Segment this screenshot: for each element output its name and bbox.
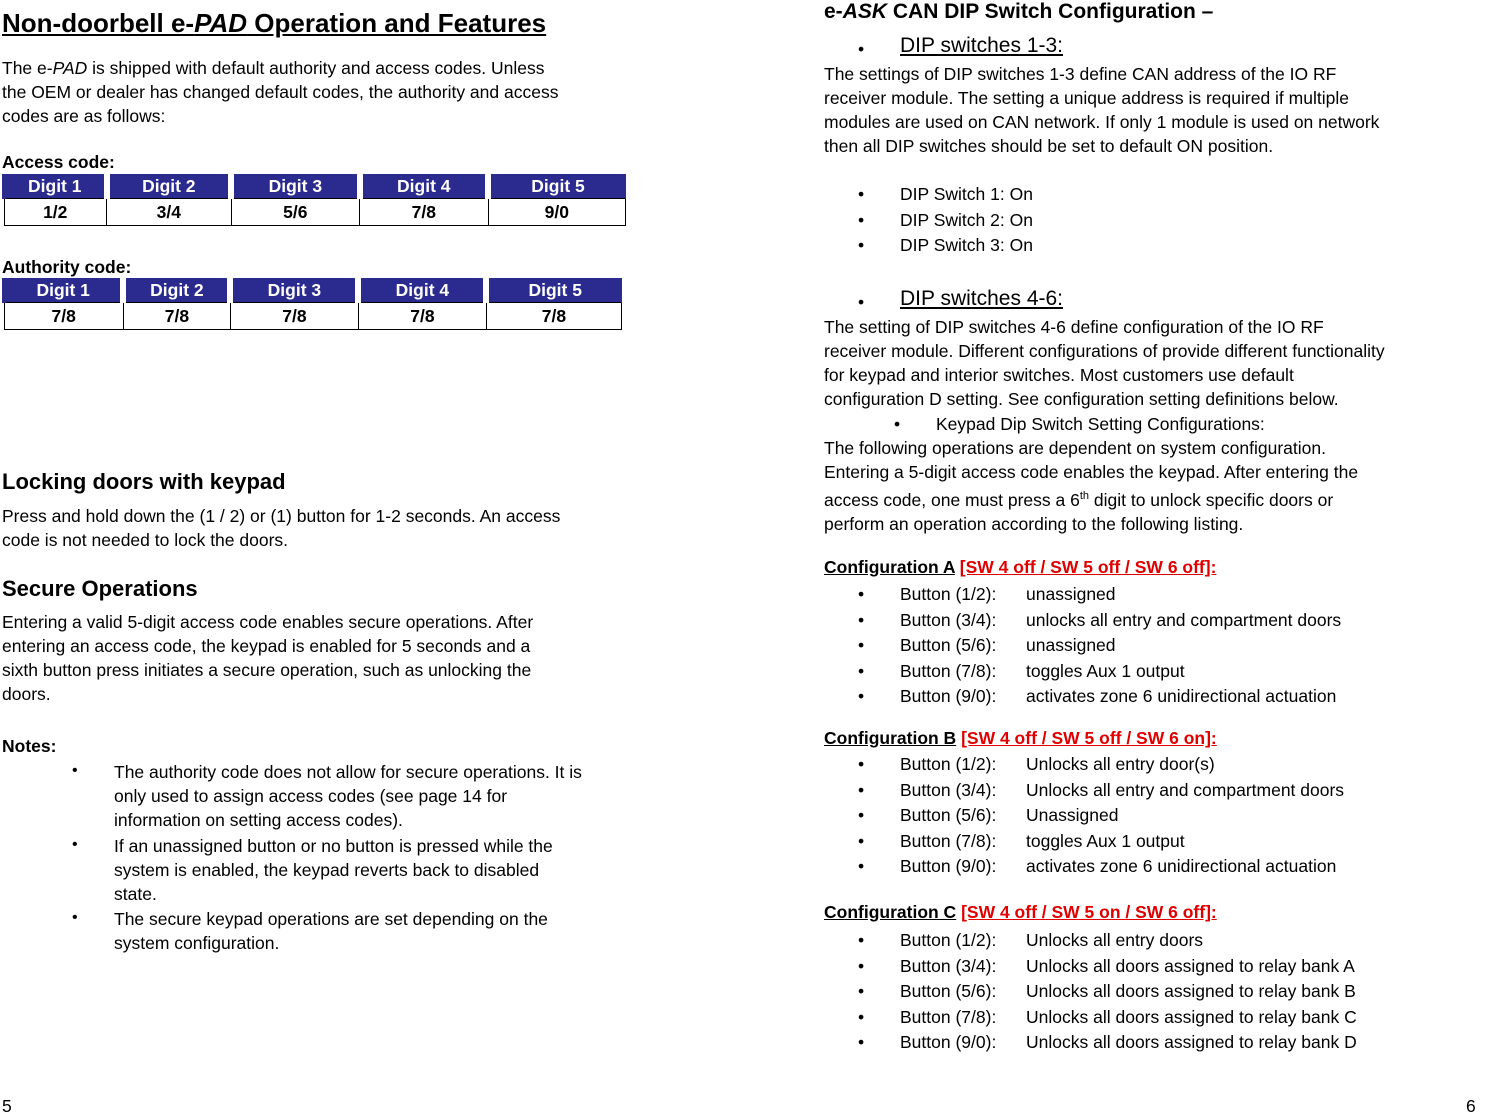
bullet-icon: • <box>858 830 865 851</box>
table-header: Digit 3 <box>231 174 359 199</box>
table-cell: 7/8 <box>486 303 621 330</box>
table-header: Digit 4 <box>358 278 486 303</box>
list-item: DIP Switch 2: On <box>900 210 1033 230</box>
bullet-icon: • <box>858 805 865 825</box>
table-cell: 7/8 <box>123 303 230 330</box>
intro-paragraph: The e-PAD is shipped with default authority and access codes. Unless the OEM or dealer has changed default codes, the authority and access codes are as follows: <box>2 58 559 126</box>
bullet-icon: • <box>858 1032 865 1052</box>
bullet-icon: • <box>858 210 865 230</box>
access-code-table <box>2 174 626 226</box>
page-number: 6 <box>1466 1096 1476 1116</box>
right-page-title: e-ASK CAN DIP Switch Configuration – <box>824 0 1214 23</box>
bullet-icon: • <box>72 836 78 853</box>
left-page-title: Non-doorbell e-PAD Operation and Features <box>2 8 547 38</box>
list-item: • Button (5/6): Unlocks all doors assigned to relay bank B <box>858 981 1356 1001</box>
bullet-icon: • <box>858 981 865 1001</box>
bullet-icon: • <box>858 754 865 774</box>
authority-code-label: Authority code: <box>2 257 132 277</box>
list-item: The secure keypad operations are set depending on the system configuration. <box>114 909 548 953</box>
list-item: • Button (7/8): Unlocks all doors assigned to relay bank C <box>858 1006 1357 1027</box>
authority-code-table <box>2 278 622 330</box>
table-header-row <box>4 174 626 199</box>
list-item: • Button (5/6): Unassigned <box>858 805 1119 825</box>
list-item: • Button (9/0): activates zone 6 unidirectional actuation <box>858 856 1337 876</box>
table-header: Digit 5 <box>488 174 625 199</box>
table-header: Digit 3 <box>230 278 358 303</box>
locking-heading: Locking doors with keypad <box>2 469 286 494</box>
table-cell: 1/2 <box>4 199 107 226</box>
bullet-icon: • <box>858 235 865 255</box>
list-item: Keypad Dip Switch Setting Configurations: <box>936 414 1265 434</box>
access-code-label: Access code: <box>2 152 115 172</box>
bullet-icon: • <box>858 184 865 204</box>
locking-paragraph: Press and hold down the (1 / 2) or (1) button for 1-2 seconds. An access code is not needed to lock the doors. <box>2 506 561 550</box>
list-item: • Button (1/2): Unlocks all entry doors <box>858 930 1204 950</box>
bullet-icon: • <box>858 1006 865 1027</box>
table-header: Digit 5 <box>486 278 621 303</box>
bullet-icon: • <box>858 955 865 976</box>
config-b-heading: Configuration B [SW 4 off / SW 5 off / SW 6 on]: <box>824 728 1217 748</box>
config-b-list <box>858 752 1344 880</box>
list-item: • Button (9/0): activates zone 6 unidirectional actuation <box>858 686 1337 706</box>
table-cell: 7/8 <box>360 199 488 226</box>
bullet-icon: • <box>858 584 865 604</box>
dip-1-3-paragraph: The settings of DIP switches 1-3 define CAN address of the IO RF receiver module. The setting a unique address is required if multiple modules are used on CAN network. If only 1 module is used on network then all DIP switches should be set to default ON position. <box>824 64 1380 156</box>
table-row <box>4 303 622 330</box>
bullet-icon: • <box>858 686 865 706</box>
config-c-heading: Configuration C [SW 4 off / SW 5 on / SW 6 off]: <box>824 902 1217 922</box>
bullet-icon: • <box>858 39 865 59</box>
list-item: • Button (7/8): toggles Aux 1 output <box>858 660 1185 681</box>
table-cell: 7/8 <box>4 303 123 330</box>
list-item: The authority code does not allow for secure operations. It is only used to assign access codes (see page 14 for information on setting access codes). <box>114 762 582 830</box>
page-number: 5 <box>2 1096 12 1116</box>
dip-1-3-subheading: DIP switches 1-3: <box>900 34 1064 57</box>
notes-label: Notes: <box>2 736 57 756</box>
list-item: • Button (1/2): unassigned <box>858 584 1116 604</box>
secure-paragraph: Entering a valid 5-digit access code enables secure operations. After entering an access code, the keypad is enabled for 5 seconds and a sixth button press initiates a secure operation, such as unlocking the doors. <box>2 612 534 704</box>
list-item: • Button (3/4): Unlocks all doors assigned to relay bank A <box>858 955 1355 976</box>
table-header-row <box>4 278 622 303</box>
list-item: DIP Switch 3: On <box>900 235 1033 255</box>
operations-paragraph: The following operations are dependent on system configuration. Entering a 5-digit access code enables the keypad. After entering the access code, one must press a 6th digit to unlock specific doors or perform an operation according to the following listing. <box>824 438 1359 534</box>
dip-4-6-subheading: DIP switches 4-6: <box>900 287 1064 310</box>
secure-heading: Secure Operations <box>2 576 198 601</box>
table-header: Digit 2 <box>123 278 230 303</box>
dip-4-6-paragraph: The setting of DIP switches 4-6 define configuration of the IO RF receiver module. Different configurations of provide different functionality for keypad and interior switches. Most customers use default configuration D setting. See configuration setting definitions below. <box>824 317 1385 409</box>
bullet-icon: • <box>858 635 865 655</box>
table-cell: 7/8 <box>358 303 486 330</box>
bullet-icon: • <box>858 609 865 630</box>
table-header: Digit 4 <box>360 174 488 199</box>
list-item: If an unassigned button or no button is pressed while the system is enabled, the keypad reverts back to disabled state. <box>114 836 553 904</box>
list-item: • Button (9/0): Unlocks all doors assigned to relay bank D <box>858 1032 1357 1052</box>
bullet-icon: • <box>72 909 78 926</box>
table-header: Digit 1 <box>4 278 123 303</box>
table-header: Digit 1 <box>4 174 107 199</box>
bullet-icon: • <box>72 762 78 779</box>
table-cell: 5/6 <box>231 199 359 226</box>
list-item: DIP Switch 1: On <box>900 184 1033 204</box>
bullet-icon: • <box>858 660 865 681</box>
table-cell: 7/8 <box>230 303 358 330</box>
bullet-icon: • <box>858 930 865 950</box>
config-a-list <box>858 582 1341 710</box>
table-row <box>4 199 626 226</box>
list-item: • Button (3/4): unlocks all entry and compartment doors <box>858 609 1342 630</box>
bullet-icon: • <box>894 414 901 434</box>
list-item: • Button (5/6): unassigned <box>858 635 1116 655</box>
list-item: • Button (1/2): Unlocks all entry door(s) <box>858 754 1215 774</box>
bullet-icon: • <box>858 779 865 800</box>
table-header: Digit 2 <box>107 174 232 199</box>
bullet-icon: • <box>858 856 865 876</box>
bullet-icon: • <box>858 292 865 312</box>
list-item: • Button (3/4): Unlocks all entry and compartment doors <box>858 779 1345 800</box>
config-c-list <box>858 928 1357 1056</box>
table-cell: 9/0 <box>488 199 625 226</box>
config-a-heading: Configuration A [SW 4 off / SW 5 off / SW 6 off]: <box>824 557 1217 577</box>
list-item: • Button (7/8): toggles Aux 1 output <box>858 830 1185 851</box>
table-cell: 3/4 <box>107 199 232 226</box>
